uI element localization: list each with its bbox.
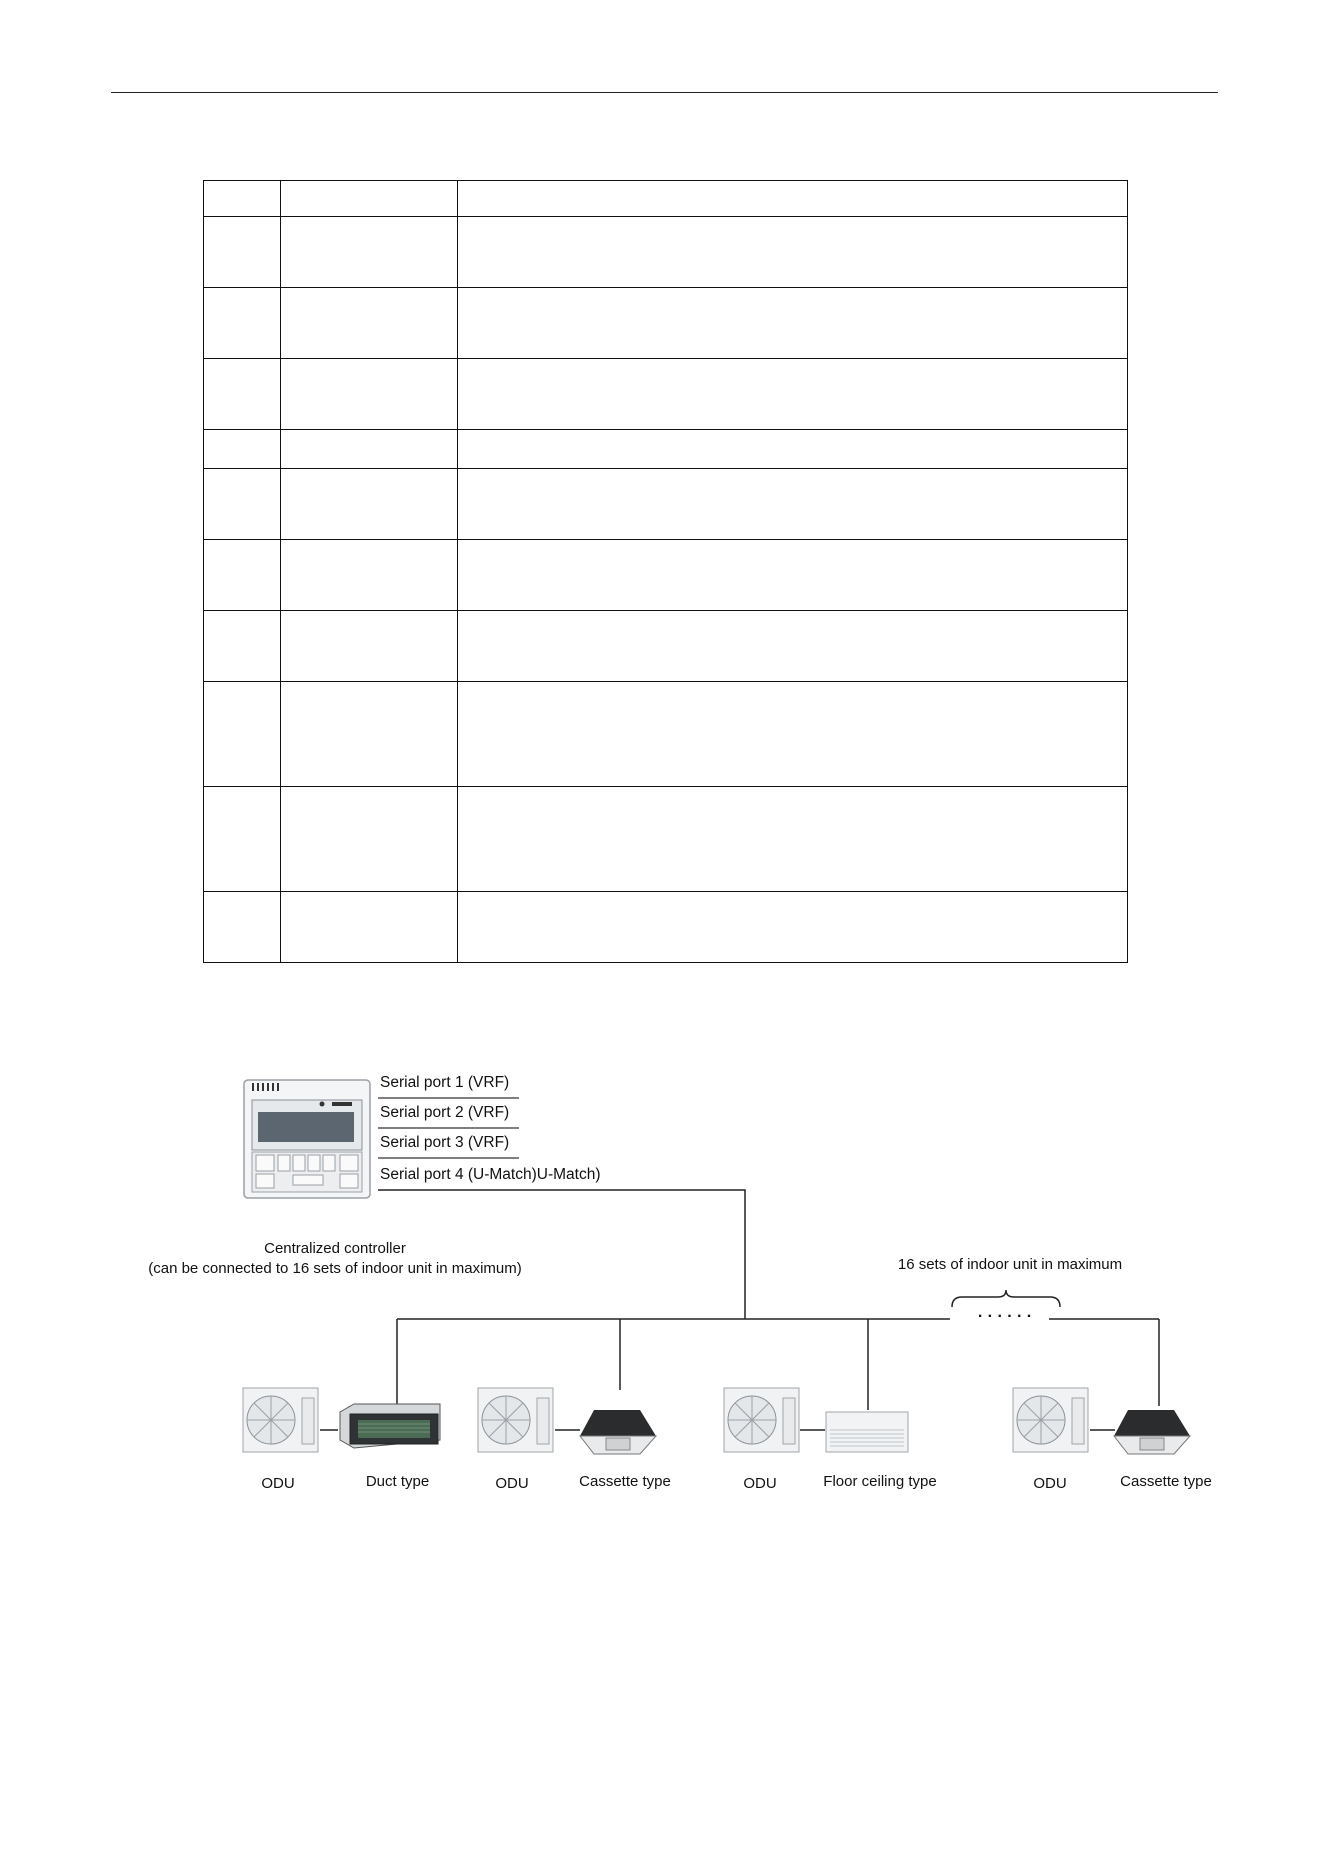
indoor-max-label: 16 sets of indoor unit in maximum <box>897 1256 1123 1273</box>
serial-port-4-label: Serial port 4 (U-Match)U-Match) <box>380 1166 601 1183</box>
cassette-type-label-1: Cassette type <box>579 1473 671 1490</box>
controller-caption-sub: (can be connected to 16 sets of indoor unit in maximum) <box>148 1260 522 1277</box>
serial-port-3-label: Serial port 3 (VRF) <box>380 1134 510 1151</box>
odu-label-2: ODU <box>495 1475 529 1492</box>
duct-type-label: Duct type <box>365 1473 430 1490</box>
odu-label-4: ODU <box>1033 1475 1067 1492</box>
duct-type-image <box>340 1404 440 1448</box>
cassette-type-image-1 <box>580 1410 656 1454</box>
serial-port-2-label: Serial port 2 (VRF) <box>380 1104 510 1121</box>
odu-image-4 <box>1013 1388 1088 1452</box>
controller-caption: Centralized controller <box>264 1240 406 1257</box>
cassette-type-image-2 <box>1114 1410 1190 1454</box>
odu-image-3 <box>724 1388 799 1452</box>
ellipsis: · · · · · · <box>977 1308 1033 1325</box>
serial-port-1-label: Serial port 1 (VRF) <box>380 1074 510 1091</box>
odu-image-1 <box>243 1388 318 1452</box>
cassette-type-label-2: Cassette type <box>1120 1473 1212 1490</box>
centralized-controller-image <box>244 1080 370 1198</box>
floor-ceiling-type-image <box>826 1412 908 1452</box>
odu-label-1: ODU <box>261 1475 295 1492</box>
odu-image-2 <box>478 1388 553 1452</box>
floor-ceiling-type-label: Floor ceiling type <box>823 1473 937 1490</box>
odu-label-3: ODU <box>743 1475 777 1492</box>
